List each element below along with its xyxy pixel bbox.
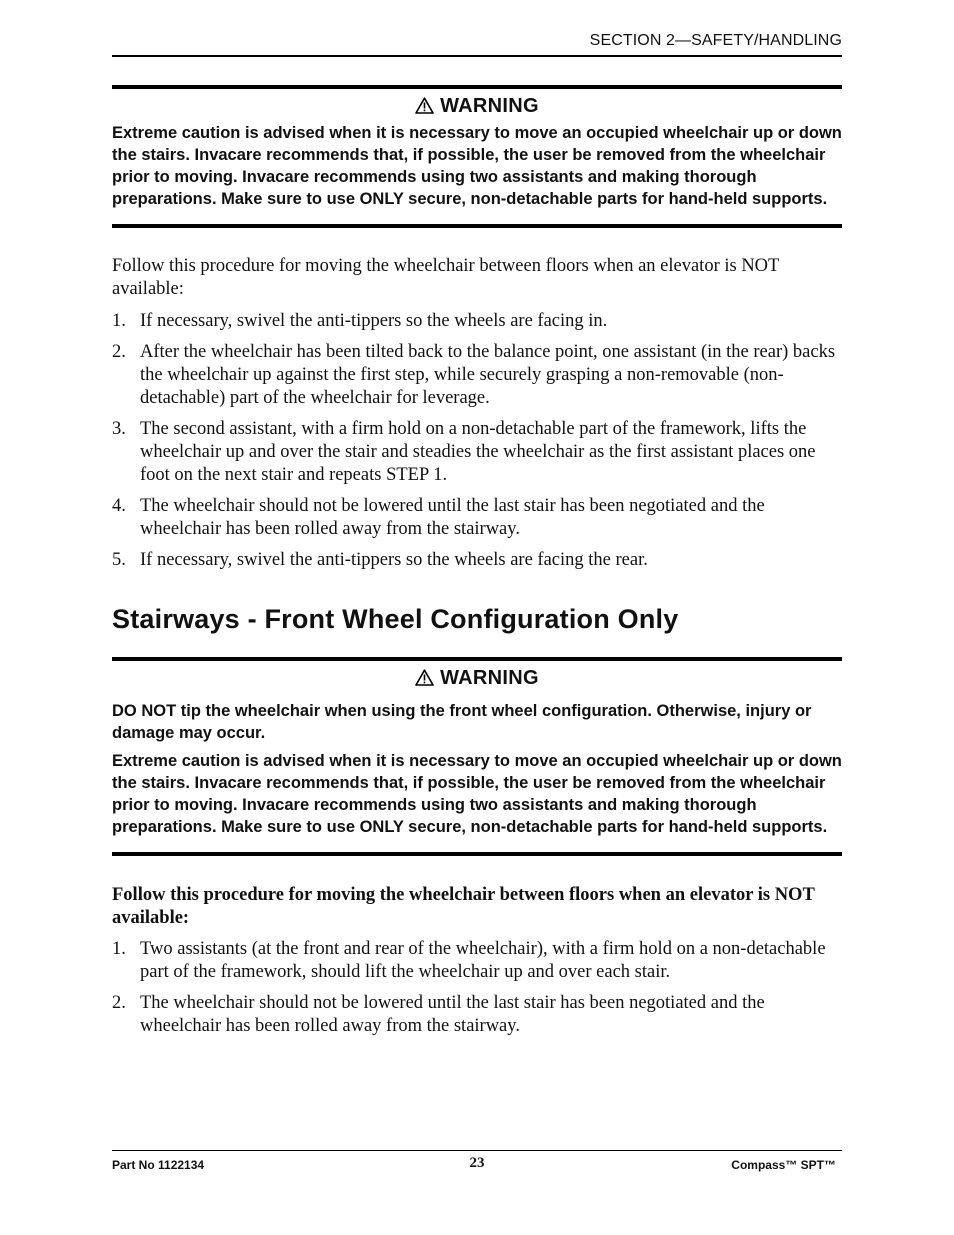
procedure-intro: Follow this procedure for moving the wheelchair between floors when an elevator is NOT available: [112,885,815,928]
list-item [112,418,842,487]
procedure-intro: Follow this procedure for moving the wheelchair between floors when an elevator is NOT available: [112,256,780,299]
step-number: 2. [112,993,126,1013]
list-item [112,549,842,572]
list-item [112,341,842,410]
step-number: 2. [112,342,126,362]
procedure-steps [112,938,842,1038]
list-item [112,992,842,1038]
step-text: Two assistants (at the front and rear of the wheelchair), with a firm hold on a non-detachable part of the framework, should lift the wheelchair up and over each stair. [140,939,826,982]
step-text: The wheelchair should not be lowered until the last stair has been negotiated and the wheelchair has been rolled away from the stairway. [140,993,765,1036]
list-item [112,495,842,541]
warning-triangle-icon [415,96,434,120]
step-number: 1. [112,939,126,959]
warning-bottom-rule [112,852,842,856]
warning-heading [112,666,842,692]
warning-bottom-rule [112,224,842,228]
running-header: SECTION 2—SAFETY/HANDLING [589,32,842,49]
step-number: 5. [112,550,126,570]
warning-triangle-icon [415,668,434,692]
warning-heading [112,94,842,120]
warning-title: WARNING [440,667,539,689]
product-name: Compass™ SPT™ [731,1158,836,1172]
part-number: Part No 1122134 [112,1158,205,1172]
header-rule [112,55,842,57]
warning-box-1 [112,85,842,228]
page-number: 23 [469,1155,485,1171]
warning-title: WARNING [440,95,539,117]
warning-box-2 [112,657,842,856]
warning-text: Extreme caution is advised when it is necessary to move an occupied wheelchair up or down the stairs. Invacare recommends that, if possible, the user be removed from the wheelchair prior to moving. Invacare recommends using two assistants and making thorough preparations. Make sure to use ONLY secure, non-detachable parts for hand-held supports. [112,124,842,208]
step-number: 3. [112,419,126,439]
step-number: 4. [112,496,126,516]
warning-text: DO NOT tip the wheelchair when using the front wheel configuration. Otherwise, injury or damage may occur. [112,702,812,742]
footer-rule [112,1150,842,1151]
step-text: After the wheelchair has been tilted back to the balance point, one assistant (in the rear) backs the wheelchair up against the first step, while securely grasping a non-removable (non-detachable) part of the wheelchair for leverage. [140,342,836,408]
warning-text: Extreme caution is advised when it is necessary to move an occupied wheelchair up or down the stairs. Invacare recommends that, if possible, the user be removed from the wheelchair prior to moving. Invacare recommends using two assistants and making thorough preparations. Make sure to use ONLY secure, non-detachable parts for hand-held supports. [112,752,842,836]
step-text: The wheelchair should not be lowered until the last stair has been negotiated and the wheelchair has been rolled away from the stairway. [140,496,765,539]
warning-top-rule [112,85,842,89]
warning-top-rule [112,657,842,661]
list-item [112,938,842,984]
step-number: 1. [112,311,126,331]
section-heading: Stairways - Front Wheel Configuration Only [112,604,679,634]
step-text: The second assistant, with a firm hold on a non-detachable part of the framework, lifts the wheelchair up and over the stair and steadies the wheelchair as the first assistant places one foot on the next stair and repeats STEP 1. [140,419,816,485]
procedure-steps [112,310,842,572]
step-text: If necessary, swivel the anti-tippers so the wheels are facing the rear. [140,550,648,570]
step-text: If necessary, swivel the anti-tippers so the wheels are facing in. [140,311,608,331]
list-item [112,310,842,333]
